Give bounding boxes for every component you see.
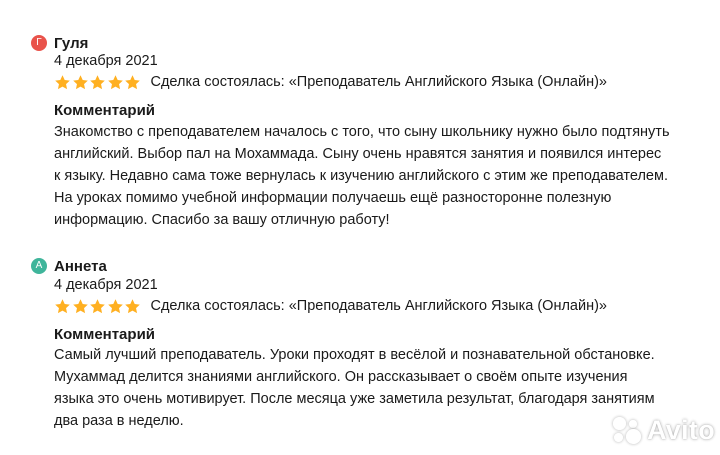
star-icon: [107, 298, 124, 315]
star-rating: [54, 74, 142, 91]
star-icon: [54, 298, 71, 315]
comment-line: два раза в неделю.: [54, 413, 184, 429]
review-date: 4 декабря 2021: [54, 277, 158, 293]
avatar[interactable]: Г: [31, 35, 47, 51]
star-icon: [72, 298, 89, 315]
comment-title: Комментарий: [54, 102, 156, 119]
deal-status: Сделка состоялась: «Преподаватель Английского Языка (Онлайн)»: [150, 298, 607, 314]
avito-logo-icon: [612, 415, 644, 445]
author-name[interactable]: Гуля: [54, 34, 89, 52]
review-date: 4 декабря 2021: [54, 53, 158, 69]
star-icon: [107, 74, 124, 91]
comment-line: Знакомство с преподавателем началось с того, что сыну школьнику нужно было подтянуть: [54, 124, 670, 140]
star-icon: [124, 298, 141, 315]
avatar[interactable]: А: [31, 258, 47, 274]
star-icon: [54, 74, 71, 91]
watermark-text: Avito: [647, 414, 715, 445]
star-icon: [89, 74, 106, 91]
comment-line: английский. Выбор пал на Мохаммада. Сыну очень нравятся занятия и появился интерес: [54, 146, 662, 162]
comment-line: языка это очень мотивирует. После месяца уже заметила результат, благодаря занятиям: [54, 391, 655, 407]
star-icon: [89, 298, 106, 315]
comment-line: На уроках помимо учебной информации получаешь ещё разносторонне полезную: [54, 190, 612, 206]
review-header: [31, 33, 88, 53]
star-icon: [72, 74, 89, 91]
deal-status: Сделка состоялась: «Преподаватель Английского Языка (Онлайн)»: [150, 74, 607, 90]
star-icon: [124, 74, 141, 91]
comment-line: Мухаммад делится знаниями английского. Он рассказывает о своём опыте изучения: [54, 369, 628, 385]
comment-line: информацию. Спасибо за вашу отличную работу!: [54, 212, 390, 228]
star-rating: [54, 298, 142, 315]
comment-text: [54, 344, 704, 432]
rating-row: [54, 72, 607, 92]
author-name[interactable]: Аннета: [54, 257, 107, 275]
comment-title: Комментарий: [54, 326, 156, 343]
rating-row: [54, 296, 607, 316]
comment-line: Самый лучший преподаватель. Уроки проходят в весёлой и познавательной обстановке.: [54, 347, 655, 363]
review-header: [31, 256, 107, 276]
comment-line: к языку. Недавно сама тоже вернулась к изучению английского с этим же преподавателем.: [54, 168, 668, 184]
comment-text: [54, 121, 704, 231]
avito-watermark: [612, 412, 715, 448]
